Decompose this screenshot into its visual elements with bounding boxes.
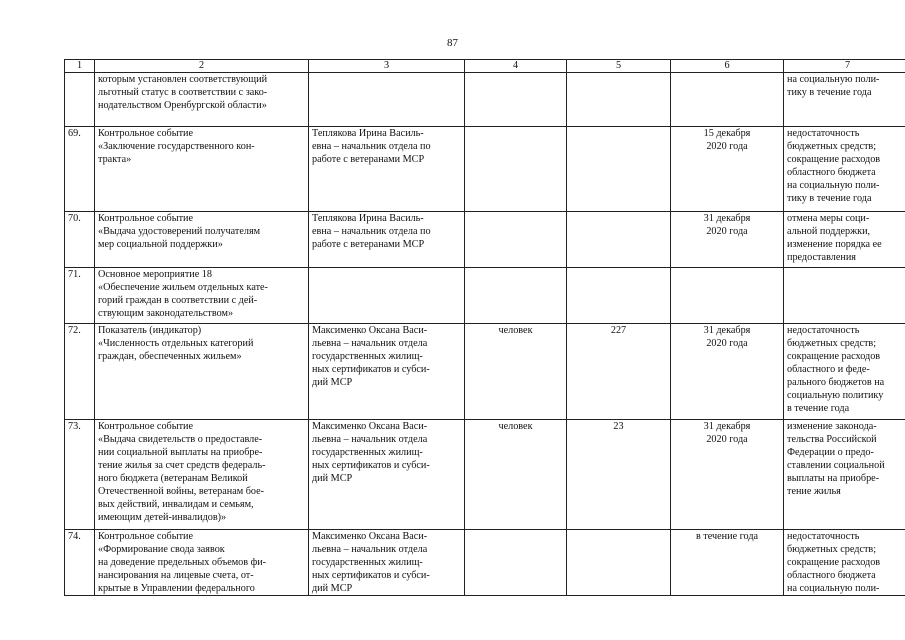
unit-cell [465, 127, 567, 212]
cell-line: областного бюджета [787, 570, 876, 581]
header-cell: 1 [65, 60, 95, 73]
unit-cell [465, 268, 567, 324]
cell-line: 2020 года [706, 226, 748, 237]
cell-line: 2020 года [706, 338, 748, 349]
risk-cell [784, 324, 905, 420]
cell-line: на доведение предельных объемов фи- [98, 557, 267, 568]
cell-line: «Выдача свидетельств о предоставле- [98, 434, 263, 445]
cell-line: дий МСР [312, 377, 353, 388]
document-table [64, 59, 905, 596]
cell-line: альной поддержки, [787, 226, 871, 237]
cell-line: которым установлен соответствующий [98, 74, 268, 85]
cell-line: вых действий, инвалидам и семьям, [98, 499, 254, 510]
risk-cell [784, 530, 905, 596]
cell-line: тику в течение года [787, 193, 872, 204]
header-cell: 4 [465, 60, 567, 73]
cell-line: государственных жилищ- [312, 557, 423, 568]
risk-cell [784, 73, 905, 127]
cell-line: недостаточность [787, 531, 860, 542]
cell-line: государственных жилищ- [312, 447, 423, 458]
row-number: 72. [65, 324, 95, 420]
risk-cell [784, 212, 905, 268]
cell-line: ного бюджета (ветеранам Великой [98, 473, 248, 484]
cell-line: недостаточность [787, 128, 860, 139]
cell-line: выплаты на приобре- [787, 473, 880, 484]
cell-line: горий граждан в соответствии с дей- [98, 295, 258, 306]
cell-line: 31 декабря [703, 325, 751, 336]
cell-line: дий МСР [312, 583, 353, 594]
cell-line: изменение законода- [787, 421, 877, 432]
unit-cell: человек [465, 420, 567, 530]
cell-line: 31 декабря [703, 421, 751, 432]
cell-line: ных сертификатов и субси- [312, 460, 430, 471]
cell-line: мер социальной поддержки» [98, 239, 223, 250]
deadline-cell [671, 268, 784, 324]
cell-line: Теплякова Ирина Василь- [312, 128, 424, 139]
cell-line: предоставления [787, 252, 856, 263]
row-number: 71. [65, 268, 95, 324]
cell-line: нодательством Оренбургской области» [98, 100, 267, 111]
activity-cell [95, 268, 309, 324]
cell-line: евна – начальник отдела по [312, 141, 431, 152]
cell-line: Максименко Оксана Васи- [312, 421, 428, 432]
unit-cell [465, 212, 567, 268]
responsible-cell [309, 73, 465, 127]
value-cell [567, 127, 671, 212]
cell-line: крытые в Управлении федерального [98, 583, 255, 594]
table-row [65, 268, 905, 324]
cell-line: государственных жилищ- [312, 351, 423, 362]
cell-line: бюджетных средств; [787, 544, 877, 555]
cell-line: областного и феде- [787, 364, 870, 375]
header-cell: 2 [95, 60, 309, 73]
cell-line: в течение года [695, 531, 759, 542]
header-cell: 7 [784, 60, 905, 73]
cell-line: сокращение расходов [787, 557, 881, 568]
cell-line: тику в течение года [787, 87, 872, 98]
unit-cell [465, 73, 567, 127]
cell-line: социальную политику [787, 390, 884, 401]
risk-cell [784, 420, 905, 530]
row-number: 69. [65, 127, 95, 212]
table-row [65, 73, 905, 127]
value-cell: 227 [567, 324, 671, 420]
row-number [65, 73, 95, 127]
row-number: 70. [65, 212, 95, 268]
value-cell [567, 530, 671, 596]
table-row [65, 324, 905, 420]
cell-line: льевна – начальник отдела [312, 544, 428, 555]
cell-line: 31 декабря [703, 213, 751, 224]
cell-line: на социальную поли- [787, 74, 880, 85]
table-row [65, 420, 905, 530]
activity-cell [95, 530, 309, 596]
cell-line: сокращение расходов [787, 351, 881, 362]
cell-line: граждан, обеспеченных жильем» [98, 351, 242, 362]
deadline-cell [671, 73, 784, 127]
cell-line: тение жилья за счет средств федераль- [98, 460, 266, 471]
cell-line: Федерации о предо- [787, 447, 874, 458]
cell-line: Основное мероприятие 18 [98, 269, 212, 280]
risk-cell [784, 268, 905, 324]
cell-line: льготный статус в соответствии с зако- [98, 87, 268, 98]
responsible-cell [309, 324, 465, 420]
cell-line: работе с ветеранами МСР [312, 154, 425, 165]
unit-cell [465, 530, 567, 596]
cell-line: «Выдача удостоверений получателям [98, 226, 261, 237]
header-row [65, 60, 905, 73]
cell-line: областного бюджета [787, 167, 876, 178]
row-number: 74. [65, 530, 95, 596]
activity-cell [95, 212, 309, 268]
cell-line: отмена меры соци- [787, 213, 870, 224]
responsible-cell [309, 530, 465, 596]
cell-line: Показатель (индикатор) [98, 325, 202, 336]
cell-line: Теплякова Ирина Василь- [312, 213, 424, 224]
activity-cell [95, 127, 309, 212]
cell-line: нии социальной выплаты на приобре- [98, 447, 263, 458]
cell-line: «Формирование свода заявок [98, 544, 225, 555]
header-cell: 6 [671, 60, 784, 73]
cell-line: рального бюджетов на [787, 377, 885, 388]
cell-line: 2020 года [706, 141, 748, 152]
cell-line: тельства Российской [787, 434, 877, 445]
cell-line: на социальную поли- [787, 583, 880, 594]
cell-line: Контрольное событие [98, 213, 193, 224]
deadline-cell [671, 420, 784, 530]
value-cell [567, 268, 671, 324]
header-cell: 5 [567, 60, 671, 73]
value-cell: 23 [567, 420, 671, 530]
cell-line: ных сертификатов и субси- [312, 570, 430, 581]
cell-line: 2020 года [706, 434, 748, 445]
cell-line: Контрольное событие [98, 531, 193, 542]
risk-cell [784, 127, 905, 212]
cell-line: «Заключение государственного кон- [98, 141, 255, 152]
cell-line: льевна – начальник отдела [312, 338, 428, 349]
page-number: 87 [447, 37, 458, 49]
cell-line: «Обеспечение жильем отдельных кате- [98, 282, 268, 293]
activity-cell [95, 420, 309, 530]
unit-cell: человек [465, 324, 567, 420]
cell-line: нансирования на лицевые счета, от- [98, 570, 254, 581]
responsible-cell [309, 268, 465, 324]
cell-line: на социальную поли- [787, 180, 880, 191]
deadline-cell [671, 127, 784, 212]
table-row [65, 127, 905, 212]
deadline-cell [671, 530, 784, 596]
cell-line: недостаточность [787, 325, 860, 336]
cell-line: льевна – начальник отдела [312, 434, 428, 445]
responsible-cell [309, 127, 465, 212]
cell-line: «Численность отдельных категорий [98, 338, 254, 349]
cell-line: Максименко Оксана Васи- [312, 325, 428, 336]
cell-line: бюджетных средств; [787, 338, 877, 349]
cell-line: Контрольное событие [98, 421, 193, 432]
table-row [65, 212, 905, 268]
cell-line: сокращение расходов [787, 154, 881, 165]
cell-line: Максименко Оксана Васи- [312, 531, 428, 542]
deadline-cell [671, 212, 784, 268]
cell-line: бюджетных средств; [787, 141, 877, 152]
cell-line: тение жилья [787, 486, 841, 497]
row-number: 73. [65, 420, 95, 530]
cell-line: Отечественной войны, ветеранам бое- [98, 486, 265, 497]
cell-line: работе с ветеранами МСР [312, 239, 425, 250]
cell-line: ствующим законодательством» [98, 308, 234, 319]
cell-line: имеющим детей-инвалидов)» [98, 512, 227, 523]
activity-cell [95, 324, 309, 420]
cell-line: 15 декабря [703, 128, 751, 139]
responsible-cell [309, 420, 465, 530]
responsible-cell [309, 212, 465, 268]
deadline-cell [671, 324, 784, 420]
cell-line: в течение года [787, 403, 850, 414]
cell-line: Контрольное событие [98, 128, 193, 139]
cell-line: тракта» [98, 154, 132, 165]
cell-line: евна – начальник отдела по [312, 226, 431, 237]
header-cell: 3 [309, 60, 465, 73]
table-body [65, 73, 905, 596]
value-cell [567, 212, 671, 268]
activity-cell [95, 73, 309, 127]
cell-line: ных сертификатов и субси- [312, 364, 430, 375]
table-row [65, 530, 905, 596]
value-cell [567, 73, 671, 127]
cell-line: дий МСР [312, 473, 353, 484]
cell-line: изменение порядка ее [787, 239, 882, 250]
cell-line: ставлении социальной [787, 460, 885, 471]
